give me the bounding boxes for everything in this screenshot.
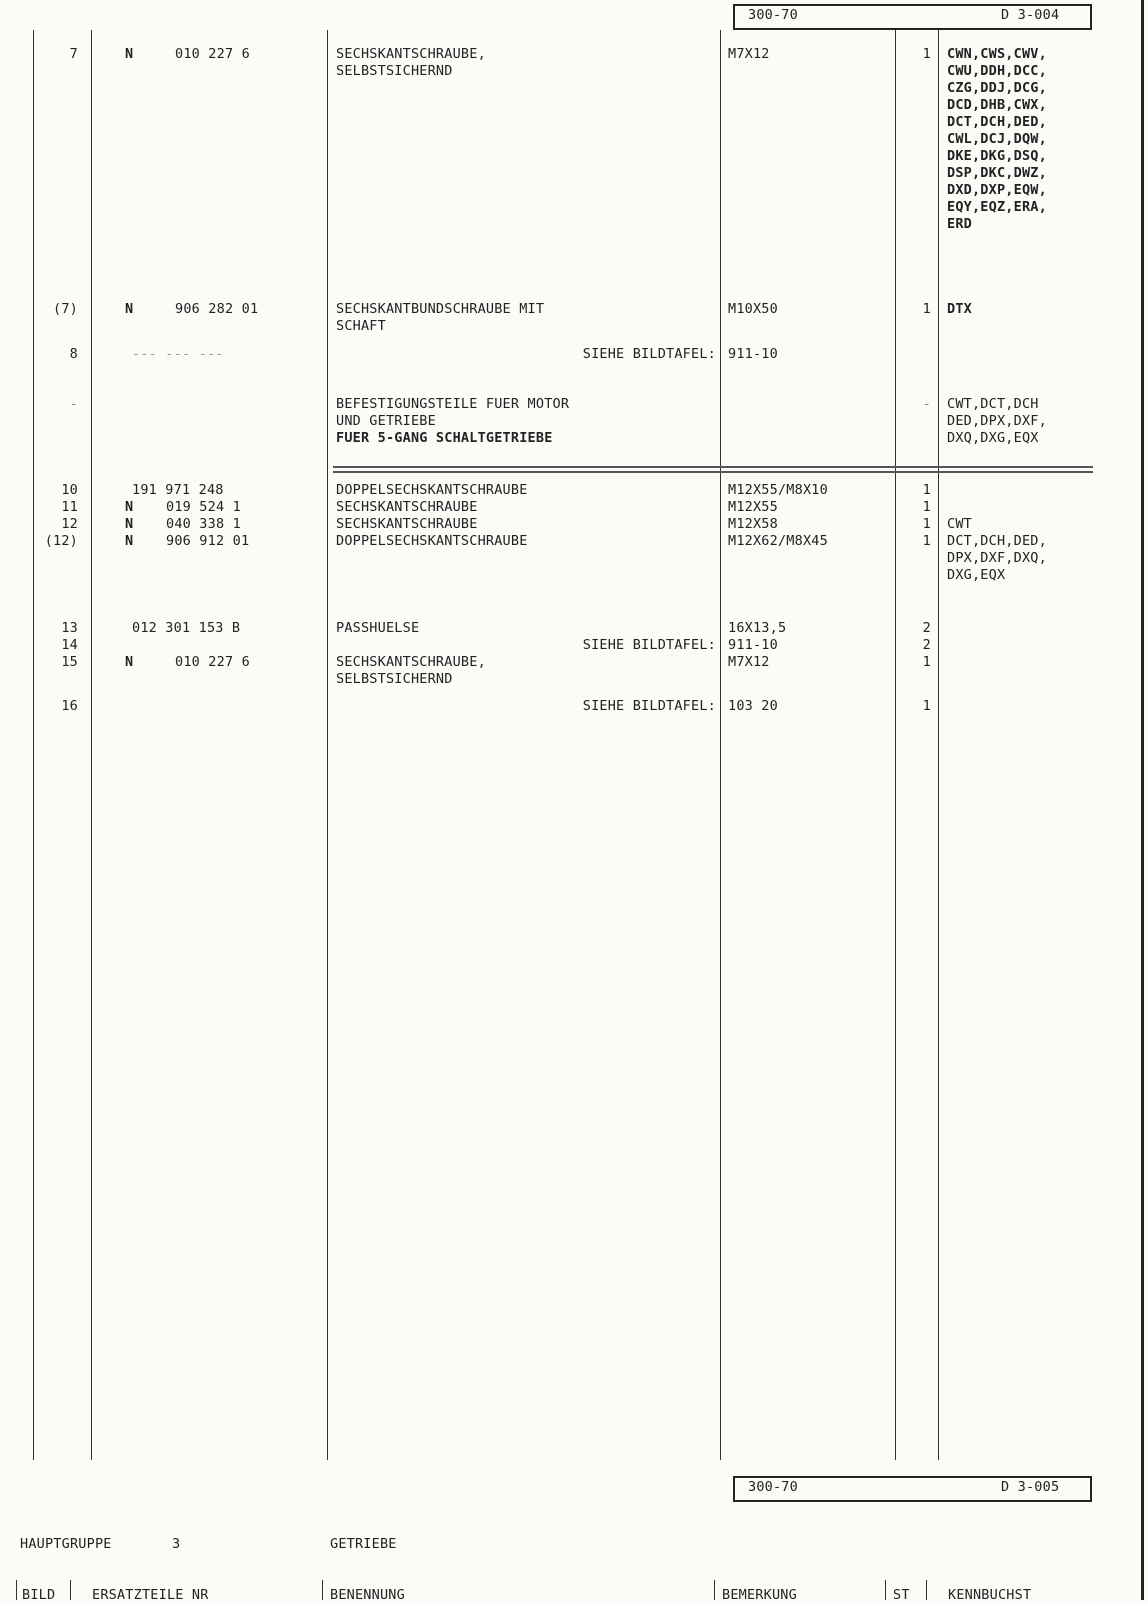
pos-number: 10	[61, 482, 78, 498]
part-number: 906 912 01	[166, 533, 250, 549]
code-line: DKE,DKG,DSQ,	[947, 148, 1047, 164]
quantity: 1	[922, 533, 931, 549]
quantity: 1	[922, 301, 931, 317]
part-number: --- --- ---	[132, 346, 224, 362]
code-line: EQY,EQZ,ERA,	[947, 199, 1047, 215]
pos-number: 11	[61, 499, 78, 515]
group-ref-bottom: 300-70	[748, 1479, 798, 1495]
remark: 911-10	[728, 346, 778, 362]
remark: 16X13,5	[728, 620, 787, 636]
quantity: 2	[922, 620, 931, 636]
quantity: -	[922, 396, 931, 412]
part-number: 019 524 1	[166, 499, 241, 515]
section-title: UND GETRIEBE	[336, 413, 436, 429]
description: SECHSKANTSCHRAUBE	[336, 499, 478, 515]
col-rule-5	[895, 30, 896, 1460]
footer-col-rule	[926, 1580, 927, 1600]
code-line: DCT,DCH,DED,	[947, 533, 1047, 549]
code-line: DXD,DXP,EQW,	[947, 182, 1047, 198]
code-line: ERD	[947, 216, 972, 232]
quantity: 1	[922, 482, 931, 498]
footer-col-rule	[322, 1580, 323, 1600]
pos-number: (12)	[44, 533, 78, 549]
remark: M12X55/M8X10	[728, 482, 828, 498]
pos-number: 14	[61, 637, 78, 653]
col-rule-2	[91, 30, 92, 1460]
description: SCHAFT	[336, 318, 386, 334]
col-header-kennbuchst: KENNBUCHST	[948, 1587, 1032, 1603]
code-line: DXQ,DXG,EQX	[947, 430, 1039, 446]
quantity: 1	[922, 698, 931, 714]
footer-col-rule	[70, 1580, 71, 1600]
quantity: 1	[922, 499, 931, 515]
quantity: 2	[922, 637, 931, 653]
code-line: DTX	[947, 301, 972, 317]
part-number: 010 227 6	[175, 46, 250, 62]
hauptgruppe-label: HAUPTGRUPPE	[20, 1536, 112, 1552]
code-line: DED,DPX,DXF,	[947, 413, 1047, 429]
code-line: CWL,DCJ,DQW,	[947, 131, 1047, 147]
code-line: DCD,DHB,CWX,	[947, 97, 1047, 113]
col-header-ersatzteile: ERSATZTEILE NR	[92, 1587, 209, 1603]
remark: M7X12	[728, 46, 770, 62]
col-rule-4	[720, 30, 721, 1460]
see-plate-label: SIEHE BILDTAFEL:	[582, 698, 716, 714]
page-ref-bottom: D 3-005	[1001, 1479, 1060, 1495]
n-flag: N	[125, 654, 134, 670]
pos-number: 13	[61, 620, 78, 636]
pos-number: (7)	[53, 301, 78, 317]
part-number: 906 282 01	[175, 301, 259, 317]
remark: M10X50	[728, 301, 778, 317]
code-line: DXG,EQX	[947, 567, 1006, 583]
code-line: CWT	[947, 516, 972, 532]
section-double-rule	[333, 466, 1093, 473]
description: SECHSKANTBUNDSCHRAUBE MIT	[336, 301, 545, 317]
hauptgruppe-name: GETRIEBE	[330, 1536, 397, 1552]
code-line: DPX,DXF,DXQ,	[947, 550, 1047, 566]
pos-number: 8	[69, 346, 78, 362]
col-header-st: ST	[893, 1587, 910, 1603]
description: SELBSTSICHERND	[336, 63, 453, 79]
page-ref-top: D 3-004	[1001, 7, 1060, 23]
code-line: DSP,DKC,DWZ,	[947, 165, 1047, 181]
quantity: 1	[922, 46, 931, 62]
quantity: 1	[922, 654, 931, 670]
n-flag: N	[125, 499, 134, 515]
see-plate-label: SIEHE BILDTAFEL:	[582, 637, 716, 653]
pos-number: 15	[61, 654, 78, 670]
footer-col-rule	[16, 1580, 17, 1600]
remark: 103 20	[728, 698, 778, 714]
code-line: DCT,DCH,DED,	[947, 114, 1047, 130]
pos-number: -	[69, 396, 78, 412]
col-header-bemerkung: BEMERKUNG	[722, 1587, 797, 1603]
see-plate-label: SIEHE BILDTAFEL:	[582, 346, 716, 362]
page-edge	[1141, 0, 1144, 1600]
description: PASSHUELSE	[336, 620, 420, 636]
pos-number: 12	[61, 516, 78, 532]
n-flag: N	[125, 301, 134, 317]
code-line: CWN,CWS,CWV,	[947, 46, 1047, 62]
group-ref-top: 300-70	[748, 7, 798, 23]
part-number: 191 971 248	[132, 482, 224, 498]
hauptgruppe-number: 3	[172, 1536, 181, 1552]
n-flag: N	[125, 533, 134, 549]
code-line: CWU,DDH,DCC,	[947, 63, 1047, 79]
description: DOPPELSECHSKANTSCHRAUBE	[336, 482, 528, 498]
footer-col-rule	[714, 1580, 715, 1600]
section-title: FUER 5-GANG SCHALTGETRIEBE	[336, 430, 553, 446]
remark: M7X12	[728, 654, 770, 670]
remark: M12X58	[728, 516, 778, 532]
col-header-benennung: BENENNUNG	[330, 1587, 405, 1603]
quantity: 1	[922, 516, 931, 532]
code-line: CWT,DCT,DCH	[947, 396, 1039, 412]
description: DOPPELSECHSKANTSCHRAUBE	[336, 533, 528, 549]
part-number: 040 338 1	[166, 516, 241, 532]
section-title: BEFESTIGUNGSTEILE FUER MOTOR	[336, 396, 570, 412]
code-line: CZG,DDJ,DCG,	[947, 80, 1047, 96]
description: SECHSKANTSCHRAUBE,	[336, 654, 486, 670]
col-rule-1	[33, 30, 34, 1460]
col-rule-6	[938, 30, 939, 1460]
description: SECHSKANTSCHRAUBE,	[336, 46, 486, 62]
n-flag: N	[125, 516, 134, 532]
col-rule-3	[327, 30, 328, 1460]
footer-col-rule	[885, 1580, 886, 1600]
n-flag: N	[125, 46, 134, 62]
description: SELBSTSICHERND	[336, 671, 453, 687]
remark: M12X62/M8X45	[728, 533, 828, 549]
pos-number: 7	[69, 46, 78, 62]
remark: M12X55	[728, 499, 778, 515]
remark: 911-10	[728, 637, 778, 653]
col-header-bild: BILD	[22, 1587, 56, 1603]
pos-number: 16	[61, 698, 78, 714]
part-number: 012 301 153 B	[132, 620, 241, 636]
description: SECHSKANTSCHRAUBE	[336, 516, 478, 532]
part-number: 010 227 6	[175, 654, 250, 670]
